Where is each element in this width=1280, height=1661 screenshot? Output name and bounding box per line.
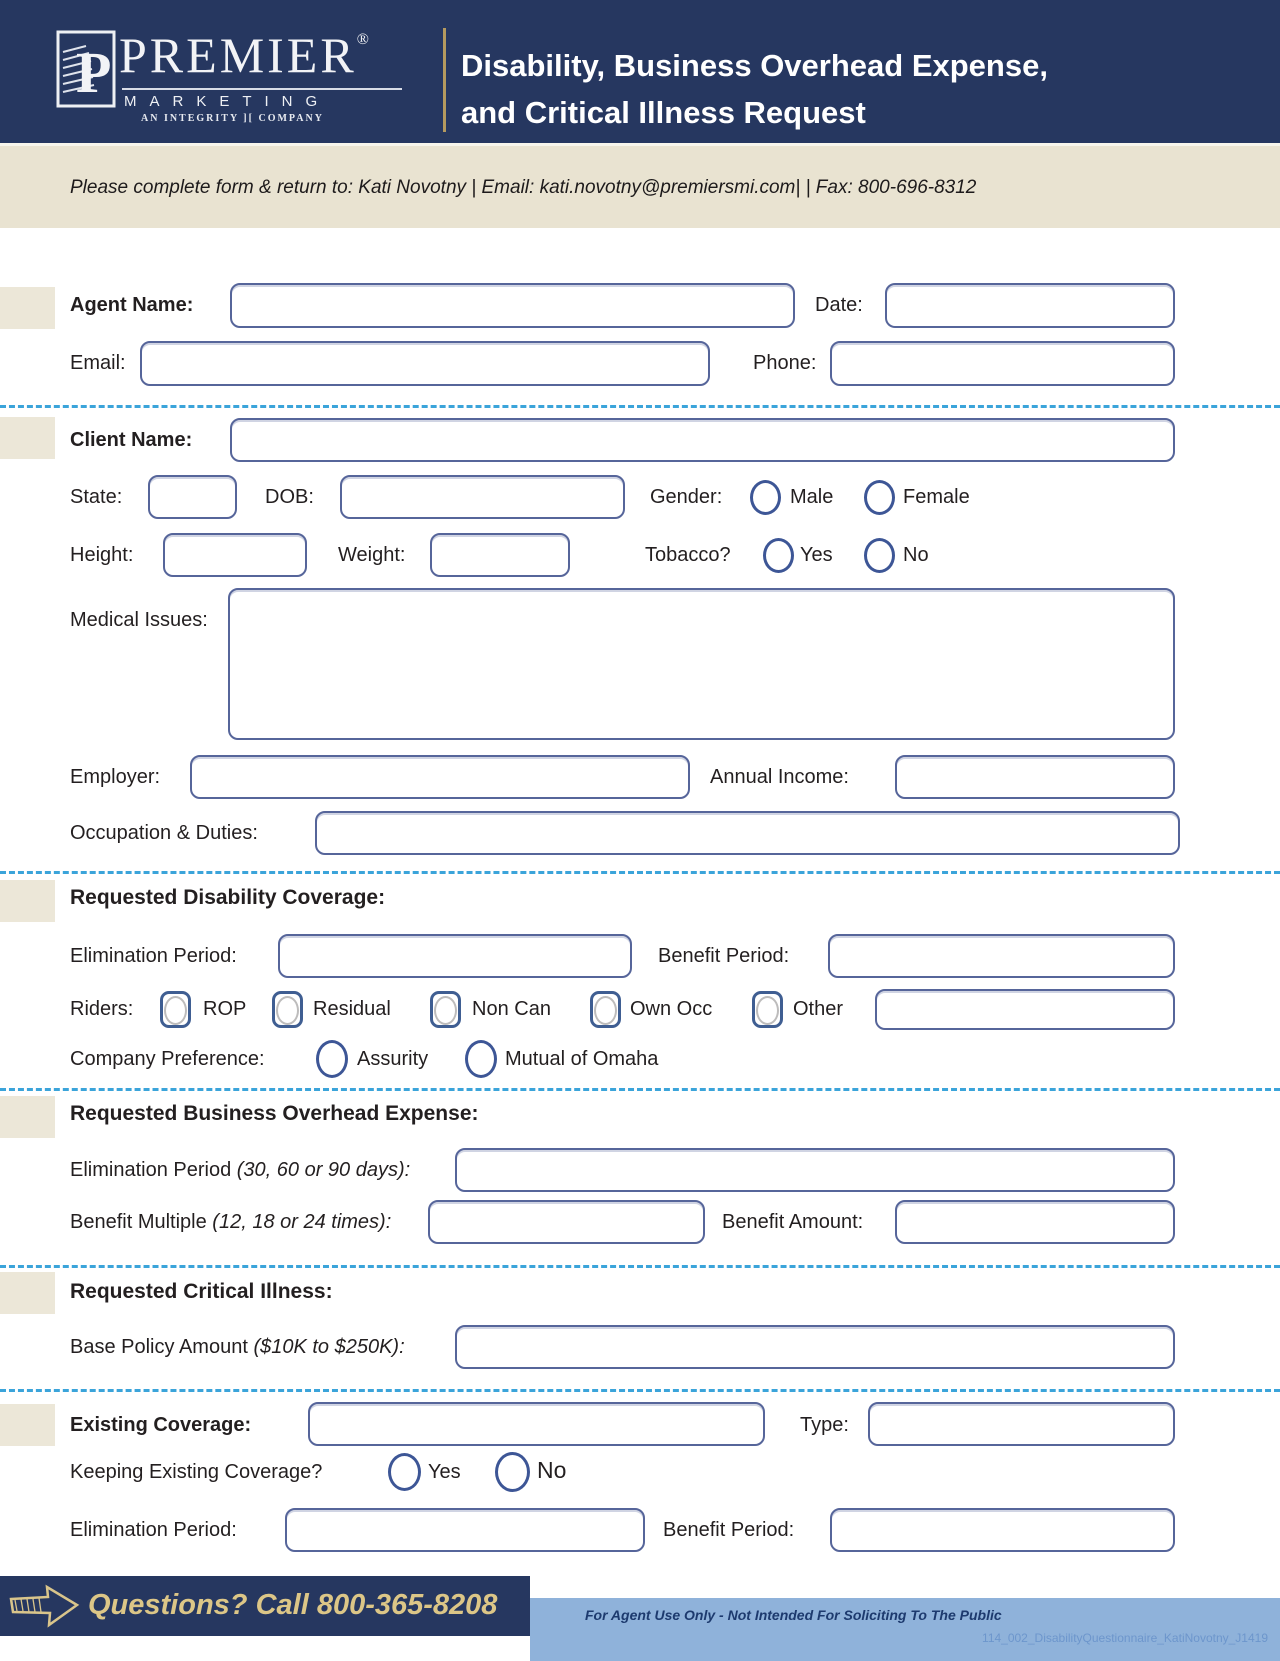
disability-elimination-input[interactable] [278, 934, 632, 978]
gender-male-radio[interactable] [750, 480, 781, 515]
existing-benefit-label: Benefit Period: [663, 1519, 795, 1541]
existing-coverage-input[interactable] [308, 1402, 765, 1446]
tobacco-yes-radio[interactable] [763, 538, 794, 573]
rider-other-label: Other [793, 998, 844, 1020]
agent-name-label: Agent Name: [70, 294, 194, 316]
employer-label: Employer: [70, 766, 161, 788]
svg-text:P: P [76, 40, 112, 105]
contact-instructions: Please complete form & return to: Kati Novotny | Email: kati.novotny@premiersmi.com| | Fax: 800-696-8312 [70, 177, 977, 198]
base-policy-input[interactable] [455, 1325, 1175, 1369]
height-input[interactable] [163, 533, 307, 577]
medical-issues-textarea[interactable] [228, 588, 1175, 740]
section-tab [0, 417, 55, 459]
page-title-line2: and Critical Illness Request [461, 95, 866, 130]
disability-benefit-label: Benefit Period: [658, 945, 790, 967]
section-tab [0, 287, 55, 329]
height-label: Height: [70, 544, 134, 566]
section-tab [0, 1272, 55, 1314]
company-assurity-radio[interactable] [316, 1040, 348, 1078]
section-divider [0, 1389, 1280, 1392]
company-mutual-radio[interactable] [465, 1040, 497, 1078]
footer-banner [0, 1576, 530, 1636]
state-input[interactable] [148, 475, 237, 519]
premier-logo-icon [56, 30, 116, 113]
email-input[interactable] [140, 341, 710, 386]
keeping-no-label: No [537, 1457, 567, 1483]
disability-elimination-label: Elimination Period: [70, 945, 237, 967]
brand-subtitle: MARKETING [124, 93, 331, 110]
tobacco-yes-label: Yes [800, 544, 833, 566]
rider-noncan-checkbox[interactable] [430, 991, 461, 1028]
section-divider [0, 1088, 1280, 1091]
company-mutual-label: Mutual of Omaha [505, 1048, 659, 1070]
rider-residual-checkbox[interactable] [272, 991, 303, 1028]
keeping-yes-radio[interactable] [388, 1453, 421, 1491]
state-label: State: [70, 486, 123, 508]
boe-section-heading: Requested Business Overhead Expense: [70, 1102, 479, 1125]
client-name-label: Client Name: [70, 429, 193, 451]
rider-ownocc-label: Own Occ [630, 998, 713, 1020]
section-tab [0, 880, 55, 922]
arrow-icon [8, 1582, 82, 1635]
disability-section-heading: Requested Disability Coverage: [70, 886, 386, 909]
phone-input[interactable] [830, 341, 1175, 386]
email-label: Email: [70, 352, 126, 374]
annual-income-input[interactable] [895, 755, 1175, 799]
tobacco-label: Tobacco? [645, 544, 731, 566]
section-divider [0, 871, 1280, 874]
date-input[interactable] [885, 283, 1175, 328]
boe-amount-input[interactable] [895, 1200, 1175, 1244]
agent-name-input[interactable] [230, 283, 795, 328]
registered-mark: ® [356, 31, 369, 48]
footer-notice-bar [530, 1598, 1280, 1661]
tobacco-no-radio[interactable] [864, 538, 895, 573]
disability-benefit-input[interactable] [828, 934, 1175, 978]
document-code: 114_002_DisabilityQuestionnaire_KatiNovotny_J1419 [982, 1631, 1268, 1645]
occupation-input[interactable] [315, 811, 1180, 855]
phone-label: Phone: [753, 352, 817, 374]
rider-residual-label: Residual [313, 998, 391, 1020]
boe-elimination-label: Elimination Period (30, 60 or 90 days): [70, 1159, 411, 1181]
rider-other-input[interactable] [875, 989, 1175, 1030]
brand-tagline: AN INTEGRITY ][ COMPANY [141, 113, 324, 124]
contact-bar [0, 143, 1280, 228]
gender-female-radio[interactable] [864, 480, 895, 515]
client-name-input[interactable] [230, 418, 1175, 462]
critical-section-heading: Requested Critical Illness: [70, 1280, 333, 1303]
gender-label: Gender: [650, 486, 723, 508]
rider-rop-label: ROP [203, 998, 247, 1020]
header [0, 0, 1280, 143]
dob-input[interactable] [340, 475, 625, 519]
existing-elimination-label: Elimination Period: [70, 1519, 237, 1541]
boe-amount-label: Benefit Amount: [722, 1211, 864, 1233]
existing-benefit-input[interactable] [830, 1508, 1175, 1552]
boe-elimination-input[interactable] [455, 1148, 1175, 1192]
existing-type-input[interactable] [868, 1402, 1175, 1446]
page-title-line1: Disability, Business Overhead Expense, [461, 48, 1048, 83]
female-label: Female [903, 486, 970, 508]
company-preference-label: Company Preference: [70, 1048, 265, 1070]
brand-rule [122, 88, 402, 90]
header-divider [443, 28, 446, 132]
date-label: Date: [815, 294, 863, 316]
weight-label: Weight: [338, 544, 406, 566]
keeping-no-radio[interactable] [495, 1452, 530, 1492]
page-title [461, 42, 1048, 136]
rider-ownocc-checkbox[interactable] [590, 991, 621, 1028]
company-assurity-label: Assurity [357, 1048, 429, 1070]
keeping-yes-label: Yes [428, 1461, 461, 1483]
male-label: Male [790, 486, 834, 508]
brand-name: PREMIER® [119, 27, 369, 83]
questions-call-text: Questions? Call 800-365-8208 [88, 1589, 498, 1621]
existing-elimination-input[interactable] [285, 1508, 645, 1552]
keeping-coverage-label: Keeping Existing Coverage? [70, 1461, 323, 1483]
tobacco-no-label: No [903, 544, 929, 566]
boe-multiple-input[interactable] [428, 1200, 705, 1244]
medical-issues-label: Medical Issues: [70, 609, 208, 631]
section-tab [0, 1404, 55, 1446]
rider-noncan-label: Non Can [472, 998, 551, 1020]
employer-input[interactable] [190, 755, 690, 799]
section-divider [0, 405, 1280, 408]
rider-rop-checkbox[interactable] [160, 991, 191, 1028]
base-policy-label: Base Policy Amount ($10K to $250K): [70, 1336, 405, 1358]
section-divider [0, 1265, 1280, 1268]
rider-other-checkbox[interactable] [752, 991, 783, 1028]
riders-label: Riders: [70, 998, 134, 1020]
section-tab [0, 1096, 55, 1138]
weight-input[interactable] [430, 533, 570, 577]
occupation-label: Occupation & Duties: [70, 822, 258, 844]
boe-multiple-label: Benefit Multiple (12, 18 or 24 times): [70, 1211, 392, 1233]
dob-label: DOB: [265, 486, 314, 508]
existing-coverage-label: Existing Coverage: [70, 1414, 252, 1436]
existing-type-label: Type: [800, 1414, 849, 1436]
agent-use-notice: For Agent Use Only - Not Intended For Soliciting To The Public [585, 1607, 1002, 1623]
annual-income-label: Annual Income: [710, 766, 849, 788]
